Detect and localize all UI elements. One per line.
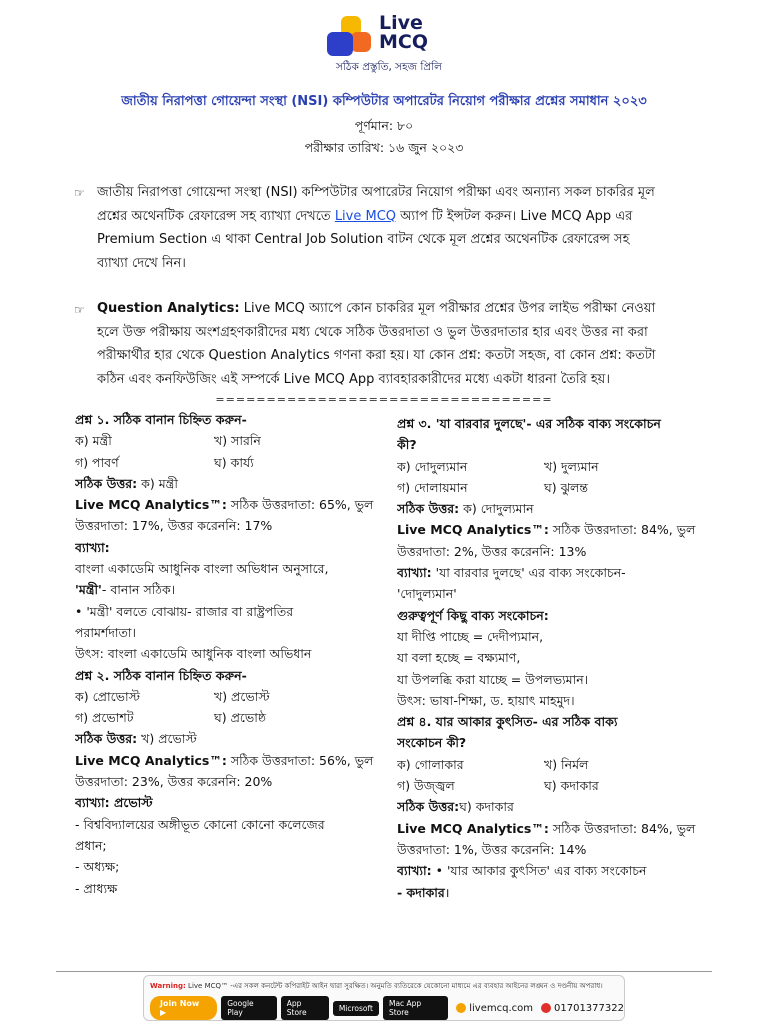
q3-options-row-2: গ) দোলায়মান ঘ) ঝুলন্ত xyxy=(397,479,588,495)
microsoft-store-badge[interactable]: Microsoft xyxy=(333,1001,379,1016)
analytics-paragraph: Question Analytics: Live MCQ অ্যাপে কোন চাকরির মূল পরীক্ষার প্রশ্নের উপর লাইভ পরীক্ষা নেওয়া হলে উক্ত পরীক্ষায় অংশগ্রহণকারীদের মধ্য থেকে সঠিক উত্তরদাতা ও ভুল উত্তরদাতার হার এবং উত্তর না করা পরীক্ষার্থীর হার থেকে Question Analytics গণনা করা হয়। যা কোন প্রশ্ন: কতটা সহজ, বা কোন প্রশ্ন: কতটা কঠিন এবং কনফিউজিং এই সম্পর্কে Live MCQ App ব্যাবহারকারীদের মধ্যে একটা ধারনা তৈরি হয়। xyxy=(97,301,656,387)
globe-icon xyxy=(456,1003,466,1013)
question-4: প্রশ্ন ৪. যার আকার কুৎসিত- এর সঠিক বাক্য xyxy=(397,714,618,730)
left-column: প্রশ্ন ১. সঠিক বানান চিহ্নিত করুন- ক) মন্ত্রী খ) সারনি গ) পাবর্ণ ঘ) কার্য্য সঠিক উত্তর: ক) মন্ত্রী Live MCQ Analytics™: সঠিক উত্তরদাতা: 65%, ভুল উত্তরদাতা: 17%, উত্তর করেননি: 17% ব্যাখ্যা: বাংলা একাডেমি আধুনিক বাংলা অভিধান অনুসারে, 'মন্ত্রী'- বানান সঠিক। • 'মন্ত্রী' বলতে বোঝায়- রাজার বা রাষ্ট্রপতির পরামর্শদাতা। উৎস: বাংলা একাডেমি আধুনিক বাংলা অভিধান প্রশ্ন ২. সঠিক বানান চিহ্নিত করুন- ক) প্রোভোস্ট খ) প্রভোস্ট গ) প্রভোশট ঘ) প্রভোষ্ঠ সঠিক উত্তর: খ) প্রভোস্ট Live MCQ Analytics™: সঠিক উত্তরদাতা: 56%, ভুল উত্তরদাতা: 23%, উত্তর করেননি: 20% ব্যাখ্যা: প্রভোস্ট - বিশ্ববিদ্যালয়ের অঙ্গীভূত কোনো কোনো কলেজের প্রধান; - অধ্যক্ষ; - প্রাধ্যক্ষ xyxy=(75,412,374,896)
mac-app-store-badge[interactable]: Mac App Store xyxy=(383,996,448,1020)
q2-answer: সঠিক উত্তর: খ) প্রভোস্ট xyxy=(75,731,197,747)
q1-analytics: Live MCQ Analytics™: সঠিক উত্তরদাতা: 65%, ভুল xyxy=(75,497,374,513)
intro-paragraph: জাতীয় নিরাপত্তা গোয়েন্দা সংস্থা (NSI) কম্পিউটার অপারেটর নিয়োগ পরীক্ষা এবং অন্যান্য সকল চাকরির মূল প্রশ্নের অথেনটিক রেফারেন্স সহ ব্যাখ্যা দেখতে Live MCQ অ্যাপ টি ইন্সটল করুন। Live MCQ App এর Premium Section এ থাকা Central Job Solution বাটন থেকে মূল প্রশ্নের অথেনটিক রেফারেন্স সহ ব্যাখ্যা দেখে নিন। xyxy=(97,185,655,271)
question-1: প্রশ্ন ১. সঠিক বানান চিহ্নিত করুন- xyxy=(75,412,247,427)
q3-options-row-1: ক) দোদুল্যমান খ) দুল্যমান xyxy=(397,458,599,474)
copyright-warning: Warning: Live MCQ™ -এর সকল কনটেন্ট কপিরাইট আইন দ্বারা সুরক্ষিত। অনুমতি ব্যতিরেকে যেকোনো মাধ্যমে এর ব্যবহার আইনের লঙ্ঘন ও দণ্ডনীয় অপরাধ। xyxy=(150,982,603,990)
q1-options-row-1: ক) মন্ত্রী খ) সারনি xyxy=(75,433,261,449)
q4-options-row-2: গ) উজ্জ্বল ঘ) কদাকার xyxy=(397,778,599,794)
live-mcq-link[interactable]: Live MCQ xyxy=(334,208,397,224)
q4-analytics: Live MCQ Analytics™: সঠিক উত্তরদাতা: 84%, ভুল xyxy=(397,820,696,836)
footer-divider xyxy=(56,971,712,972)
q4-options-row-1: ক) গোলাকার খ) নির্মল xyxy=(397,756,589,772)
phone-icon xyxy=(541,1003,551,1013)
q3-analytics: Live MCQ Analytics™: সঠিক উত্তরদাতা: 84%, ভুল xyxy=(397,522,696,538)
logo-square-blue xyxy=(327,32,353,56)
exam-date: পরীক্ষার তারিখ: ১৬ জুন ২০২৩ xyxy=(304,140,464,155)
logo-tagline: সঠিক প্রস্তুতি, সহজ প্রিলি xyxy=(335,61,443,73)
q3-answer: সঠিক উত্তর: ক) দোদুল্যমান xyxy=(397,501,534,517)
q4-answer: সঠিক উত্তর:ঘ) কদাকার xyxy=(397,799,514,815)
live-mcq-logo xyxy=(327,12,457,73)
logo-wordmark: Live MCQ xyxy=(379,12,429,53)
join-now-button[interactable]: Join Now ▶ xyxy=(150,996,217,1020)
pointing-hand-icon: ☞ xyxy=(74,186,85,200)
q1-answer: সঠিক উত্তর: ক) মন্ত্রী xyxy=(75,475,178,491)
footer-banner xyxy=(143,975,625,1021)
website-link[interactable]: livemcq.com xyxy=(469,1002,533,1014)
separator: ================================= xyxy=(215,393,553,406)
total-marks: পূর্ণমান: ৮০ xyxy=(354,118,414,133)
q2-options-row-1: ক) প্রোভোস্ট খ) প্রভোস্ট xyxy=(75,688,270,704)
google-play-badge[interactable]: Google Play xyxy=(221,996,277,1020)
right-column: প্রশ্ন ৩. 'যা বারবার দুলছে'- এর সঠিক বাক্য সংকোচন কী? ক) দোদুল্যমান খ) দুল্যমান গ) দোলায়মান ঘ) ঝুলন্ত সঠিক উত্তর: ক) দোদুল্যমান Live MCQ Analytics™: সঠিক উত্তরদাতা: 84%, ভুল উত্তরদাতা: 2%, উত্তর করেননি: 13% ব্যাখ্যা: 'যা বারবার দুলছে' এর বাক্য সংকোচন- 'দোদুল্যমান' গুরুত্বপূর্ণ কিছু বাক্য সংকোচন: যা দীপ্তি পাচ্ছে = দেদীপ্যমান, যা বলা হচ্ছে = বক্ষ্যমাণ, যা উপলব্ধি করা যাচ্ছে = উপলভ্যমান। উৎস: ভাষা-শিক্ষা, ড. হায়াৎ মাহমুদ। প্রশ্ন ৪. যার আকার কুৎসিত- এর সঠিক বাক্য সংকোচন কী? ক) গোলাকার খ) নির্মল গ) উজ্জ্বল ঘ) কদাকার সঠিক উত্তর:ঘ) কদাকার Live MCQ Analytics™: সঠিক উত্তরদাতা: 84%, ভুল উত্তরদাতা: 1%, উত্তর করেননি: 14% ব্যাখ্যা: • 'যার আকার কুৎসিত' এর বাক্য সংকোচন - কদাকার। xyxy=(397,413,707,903)
question-2: প্রশ্ন ২. সঠিক বানান চিহ্নিত করুন- xyxy=(75,667,247,683)
q2-options-row-2: গ) প্রভোশট ঘ) প্রভোষ্ঠ xyxy=(75,710,267,726)
pointing-hand-icon: ☞ xyxy=(74,303,85,317)
question-3: প্রশ্ন ৩. 'যা বারবার দুলছে'- এর সঠিক বাক্য সংকোচন xyxy=(397,416,661,431)
app-store-badge[interactable]: App Store xyxy=(281,996,329,1020)
q1-options-row-2: গ) পাবর্ণ ঘ) কার্য্য xyxy=(75,454,254,470)
phone-number: 01701377322 xyxy=(554,1002,624,1014)
logo-square-orange xyxy=(351,32,371,52)
page-title: জাতীয় নিরাপত্তা গোয়েন্দা সংস্থা (NSI) কম্পিউটার অপারেটর নিয়োগ পরীক্ষার প্রশ্নের সমাধান ২০২৩ xyxy=(121,94,647,109)
q2-analytics: Live MCQ Analytics™: সঠিক উত্তরদাতা: 56%, ভুল xyxy=(75,752,374,768)
